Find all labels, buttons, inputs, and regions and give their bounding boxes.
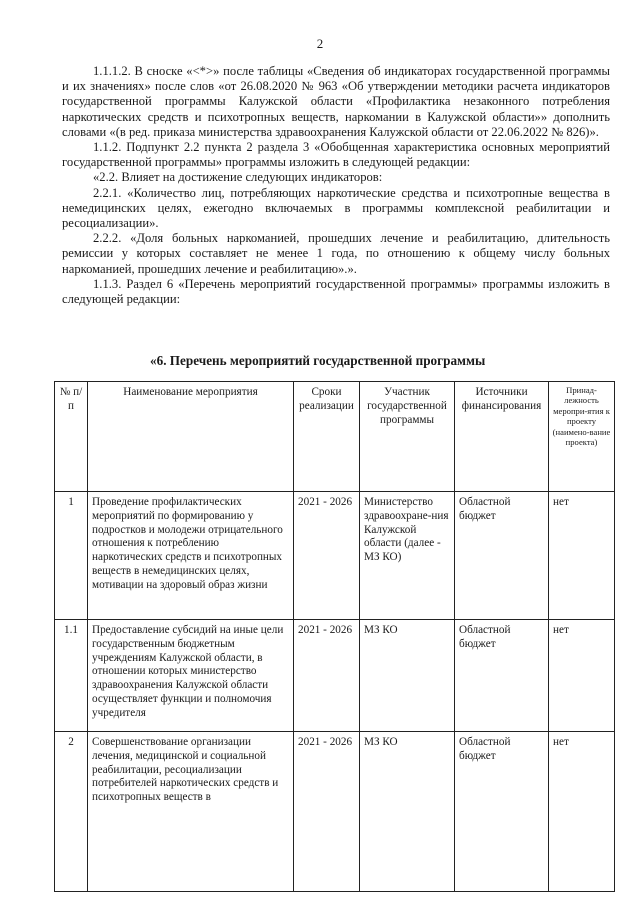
row-period: 2021 - 2026	[294, 492, 360, 620]
measures-table	[54, 381, 615, 892]
section-title: «6. Перечень мероприятий государственной программы	[150, 353, 486, 368]
paragraph-2-2-2: 2.2.2. «Доля больных наркоманией, прошедших лечение и реабилитацию, длительность ремиссии у которых составляет не менее 1 года, по отношению к общему числу больных наркоманией, прошедших лечение и реабилитацию».».	[62, 231, 610, 276]
row-num: 1	[55, 492, 88, 620]
table-row	[55, 492, 615, 620]
row-period: 2021 - 2026	[294, 732, 360, 892]
header-name: Наименование мероприятия	[88, 382, 294, 492]
header-belonging: Принад-лежность меропри-ятия к проекту (наимено-вание проекта)	[549, 382, 615, 492]
table-row	[55, 620, 615, 732]
paragraph-2-2-1: 2.2.1. «Количество лиц, потребляющих наркотические средства и психотропные вещества в немедицинских целях, ежегодно включаемых в программы комплексной реабилитации и ресоциализации».	[62, 185, 610, 231]
row-sources: Областной бюджет	[455, 620, 549, 732]
paragraph-1-1-2: 1.1.2. Подпункт 2.2 пункта 2 раздела 3 «Обобщенная характеристика основных мероприятий государственной программы» программы изложить в следующей редакции:	[62, 140, 610, 170]
row-name: Совершенствование организации лечения, медицинской и социальной реабилитации, ресоциализации потребителей наркотических средств и психотропных веществ в	[88, 732, 294, 892]
row-sources: Областной бюджет	[455, 732, 549, 892]
paragraph-1-1-1-2: 1.1.1.2. В сноске «<*>» после таблицы «Сведения об индикаторах государственной программы и их значениях» после слов «от 26.08.2020 № 963 «Об утверждении методики расчета индикаторов государственной программы Калужской области «Профилактика незаконного потребления наркотических средств и психотропных веществ, наркомании в Калужской области»» дополнить словами «(в ред. приказа министерства здравоохранения Калужской области от 22.06.2022 № 826)».	[62, 64, 610, 139]
paragraph-2-2: «2.2. Влияет на достижение следующих индикаторов:	[93, 170, 383, 185]
row-participant: МЗ КО	[360, 620, 455, 732]
row-belonging: нет	[549, 492, 615, 620]
row-num: 1.1	[55, 620, 88, 732]
page-number: 2	[316, 36, 324, 51]
table-row	[55, 732, 615, 892]
row-name: Проведение профилактических мероприятий по формированию у подростков и молодежи отрицательного отношения к потреблению наркотических средств и психотропных веществ в немедицинских целях, мотивации на здоровый образ жизни	[88, 492, 294, 620]
row-participant: МЗ КО	[360, 732, 455, 892]
row-belonging: нет	[549, 620, 615, 732]
row-name: Предоставление субсидий на иные цели государственным бюджетным учреждениям Калужской области, в отношении которых министерство здравоохранения Калужской области осуществляет функции и полномочия учредителя	[88, 620, 294, 732]
header-period: Сроки реализации	[294, 382, 360, 492]
paragraph-1-1-3: 1.1.3. Раздел 6 «Перечень мероприятий государственной программы» программы изложить в следующей редакции:	[62, 276, 610, 307]
row-sources: Областной бюджет	[455, 492, 549, 620]
header-participant: Участник государственной программы	[360, 382, 455, 492]
header-sources: Источники финансирования	[455, 382, 549, 492]
row-participant: Министерство здравоохране-ния Калужской области (далее - МЗ КО)	[360, 492, 455, 620]
table-header-row	[55, 382, 615, 492]
row-period: 2021 - 2026	[294, 620, 360, 732]
header-num: № п/п	[55, 382, 88, 492]
row-belonging: нет	[549, 732, 615, 892]
body-text	[62, 64, 610, 307]
row-num: 2	[55, 732, 88, 892]
